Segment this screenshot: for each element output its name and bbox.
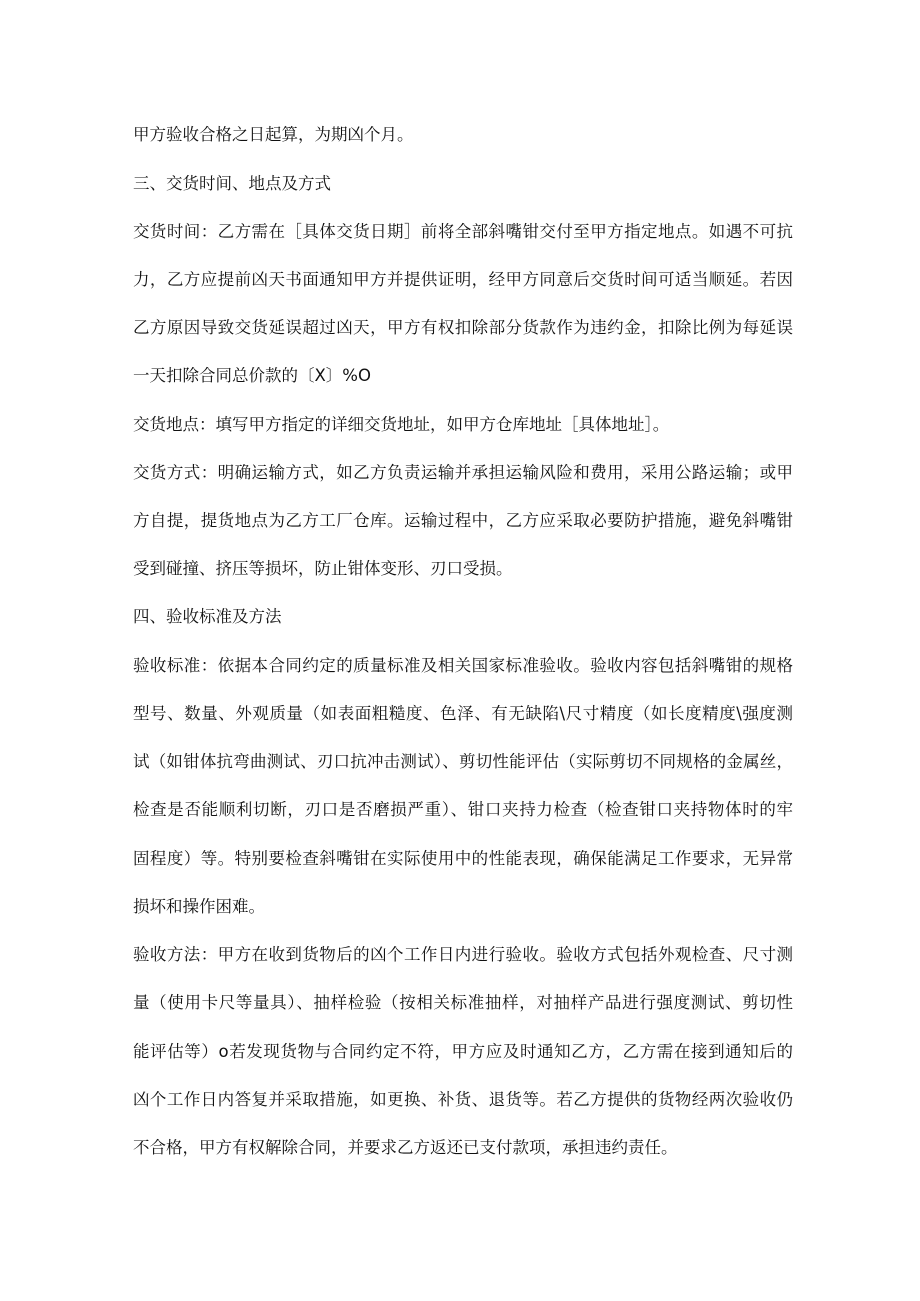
paragraph-line: 交货方式：明确运输方式，如乙方负责运输并承担运输风险和费用，采用公路运输；或甲	[133, 463, 793, 482]
paragraph-line: 不合格，甲方有权解除合同，并要求乙方返还已支付款项，承担违约责任。	[133, 1138, 678, 1157]
paragraph-line: 检查是否能顺利切断，刃口是否磨损严重）、钳口夹持力检查（检查钳口夹持物体时的牢	[133, 800, 793, 819]
paragraph-line: 验收标准：依据本合同约定的质量标准及相关国家标准验收。验收内容包括斜嘴钳的规格	[133, 656, 793, 675]
section-heading-acceptance: 四、验收标准及方法	[133, 607, 282, 626]
paragraph-line: 乙方原因导致交货延误超过凶天，甲方有权扣除部分货款作为违约金，扣除比例为每延误	[133, 318, 793, 337]
paragraph-line: 凶个工作日内答复并采取措施，如更换、补货、退货等。若乙方提供的货物经两次验收仍	[133, 1090, 793, 1109]
paragraph-line: 一天扣除合同总价款的〔X〕%O	[133, 366, 371, 385]
paragraph-line: 交货地点：填写甲方指定的详细交货地址，如甲方仓库地址［具体地址］。	[133, 415, 670, 434]
paragraph-line: 验收方法：甲方在收到货物后的凶个工作日内进行验收。验收方式包括外观检查、尺寸测	[133, 945, 793, 964]
section-heading-delivery: 三、交货时间、地点及方式	[133, 174, 331, 193]
paragraph-line: 交货时间：乙方需在［具体交货日期］前将全部斜嘴钳交付至甲方指定地点。如遇不可抗	[133, 222, 793, 241]
paragraph-line: 受到碰撞、挤压等损坏，防止钳体变形、刃口受损。	[133, 559, 513, 578]
paragraph-line: 甲方验收合格之日起算，为期凶个月。	[133, 125, 414, 144]
paragraph-line: 损坏和操作困难。	[133, 897, 265, 916]
paragraph-line: 力，乙方应提前凶天书面通知甲方并提供证明，经甲方同意后交货时间可适当顺延。若因	[133, 270, 793, 289]
paragraph-line: 能评估等）o若发现货物与合同约定不符，甲方应及时通知乙方，乙方需在接到通知后的	[133, 1042, 793, 1061]
paragraph-line: 型号、数量、外观质量（如表面粗糙度、色泽、有无缺陷\尺寸精度（如长度精度\强度测	[133, 704, 793, 723]
paragraph-line: 量（使用卡尺等量具）、抽样检验（按相关标准抽样，对抽样产品进行强度测试、剪切性	[133, 993, 793, 1012]
paragraph-line: 固程度）等。特别要检查斜嘴钳在实际使用中的性能表现，确保能满足工作要求，无异常	[133, 849, 793, 868]
paragraph-line: 试（如钳体抗弯曲测试、刃口抗冲击测试）、剪切性能评估（实际剪切不同规格的金属丝，	[133, 752, 793, 771]
paragraph-line: 方自提，提货地点为乙方工厂仓库。运输过程中，乙方应采取必要防护措施，避免斜嘴钳	[133, 511, 793, 530]
